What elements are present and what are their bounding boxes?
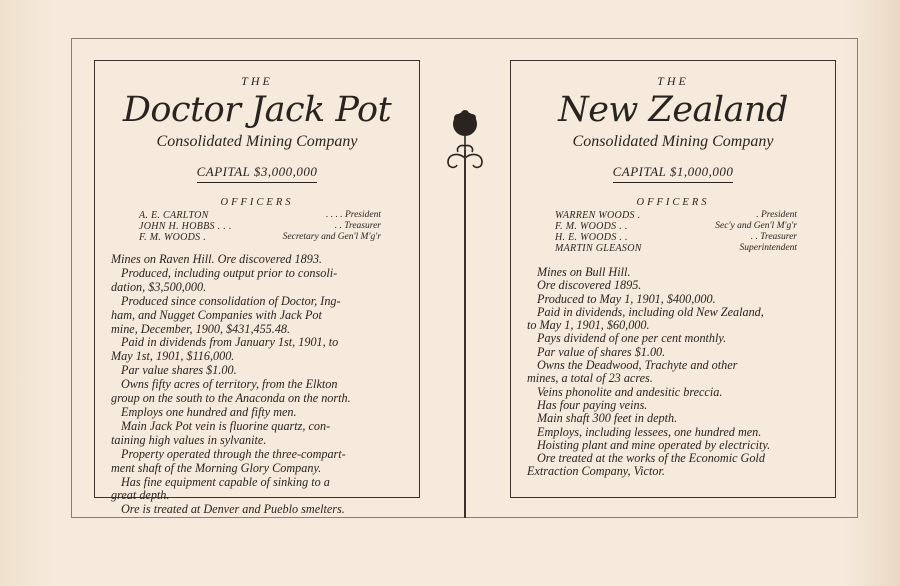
officer-row <box>139 221 381 232</box>
text-line: Par value of shares $1.00. <box>537 344 666 359</box>
officer-name: F. M. WOODS . . <box>555 221 628 232</box>
text-line: Main Jack Pot vein is fluorine quartz, con- <box>121 418 331 433</box>
new-zealand-panel <box>510 60 836 498</box>
text-line: Owns the Deadwood, Trachyte and other <box>537 358 738 373</box>
text-line: Hoisting plant and mine operated by electricity. <box>537 437 771 452</box>
text-line: Employs one hundred and fifty men. <box>121 404 297 419</box>
officer-title: . President <box>756 210 797 220</box>
officer-name: MARTIN GLEASON <box>555 243 642 254</box>
text-line: Has fine equipment capable of sinking to a <box>121 474 330 489</box>
text-line: Par value shares $1.00. <box>121 363 237 378</box>
text-line: to May 1, 1901, $60,000. <box>527 318 650 333</box>
text-line: May 1st, 1901, $116,000. <box>111 349 235 364</box>
left-officers-list <box>111 210 403 243</box>
center-divider-rule <box>464 150 466 518</box>
right-capital: CAPITAL $1,000,000 <box>613 164 734 183</box>
text-line: Produced since consolidation of Doctor, Ing- <box>121 293 341 308</box>
right-officers-title: OFFICERS <box>636 197 710 208</box>
officer-title: Secretary and Gen'l M'g'r <box>282 232 381 242</box>
officer-name: JOHN H. HOBBS . . . <box>139 221 232 232</box>
officer-row <box>555 232 797 243</box>
text-line: Pays dividend of one per cent monthly. <box>537 331 727 346</box>
text-line: Ore discovered 1895. <box>537 278 642 293</box>
right-description <box>527 266 819 479</box>
text-line: dation, $3,500,000. <box>111 279 207 294</box>
left-officers-title: OFFICERS <box>220 197 294 208</box>
officer-title: . . . . President <box>325 210 381 220</box>
left-the-label: THE <box>241 74 273 88</box>
text-line: Veins phonolite and andesitic breccia. <box>537 384 723 399</box>
right-company-subtitle: Consolidated Mining Company <box>572 133 774 150</box>
doctor-jack-pot-panel <box>94 60 420 517</box>
text-line: Ore is treated at Denver and Pueblo smelters. <box>121 502 345 517</box>
text-line: Paid in dividends, including old New Zealand, <box>537 304 764 319</box>
text-line: Owns fifty acres of territory, from the Elkton <box>121 377 338 392</box>
left-description <box>111 253 403 517</box>
text-line: ham, and Nugget Companies with Jack Pot <box>111 307 322 322</box>
text-line: great depth. <box>111 488 170 503</box>
officer-row <box>555 210 797 221</box>
text-line: Employs, including lessees, one hundred men. <box>537 424 762 439</box>
officer-name: WARREN WOODS . <box>555 210 641 221</box>
text-line: Main shaft 300 feet in depth. <box>537 411 678 426</box>
officer-name: H. E. WOODS . . <box>555 232 628 243</box>
text-line: Property operated through the three-compart- <box>121 446 346 461</box>
text-line: Has four paying veins. <box>537 397 648 412</box>
right-company-name: New Zealand <box>558 90 788 130</box>
text-line: Extraction Company, Victor. <box>527 464 665 479</box>
officer-title: . . Treasurer <box>334 221 381 231</box>
officer-title: . . Treasurer <box>750 232 797 242</box>
officer-name: A. E. CARLTON <box>139 210 209 221</box>
text-line: Produced to May 1, 1901, $400,000. <box>537 291 716 306</box>
text-line: mines, a total of 23 acres. <box>527 371 653 386</box>
text-line: Mines on Raven Hill. Ore discovered 1893. <box>111 252 322 266</box>
officer-title: Superintendent <box>739 243 797 253</box>
left-company-name: Doctor Jack Pot <box>122 90 392 130</box>
right-officers-list <box>527 210 819 254</box>
text-line: Mines on Bull Hill. <box>537 265 631 279</box>
text-line: group on the south to the Anaconda on the north. <box>111 391 351 406</box>
text-line: Paid in dividends from January 1st, 1901, to <box>121 335 339 350</box>
officer-row <box>139 210 381 221</box>
text-line: Ore treated at the works of the Economic Gold <box>537 451 765 466</box>
officer-row <box>555 221 797 232</box>
officer-row <box>139 232 381 243</box>
text-line: Produced, including output prior to consoli- <box>121 265 338 280</box>
officer-title: Sec'y and Gen'l M'g'r <box>715 221 797 231</box>
left-capital: CAPITAL $3,000,000 <box>197 164 318 183</box>
right-the-label: THE <box>657 74 689 88</box>
text-line: ment shaft of the Morning Glory Company. <box>111 460 322 475</box>
officer-row <box>555 243 797 254</box>
text-line: mine, December, 1900, $431,455.48. <box>111 321 291 336</box>
text-line: taining high values in sylvanite. <box>111 432 267 447</box>
officer-name: F. M. WOODS . <box>139 232 207 243</box>
left-company-subtitle: Consolidated Mining Company <box>156 133 358 150</box>
